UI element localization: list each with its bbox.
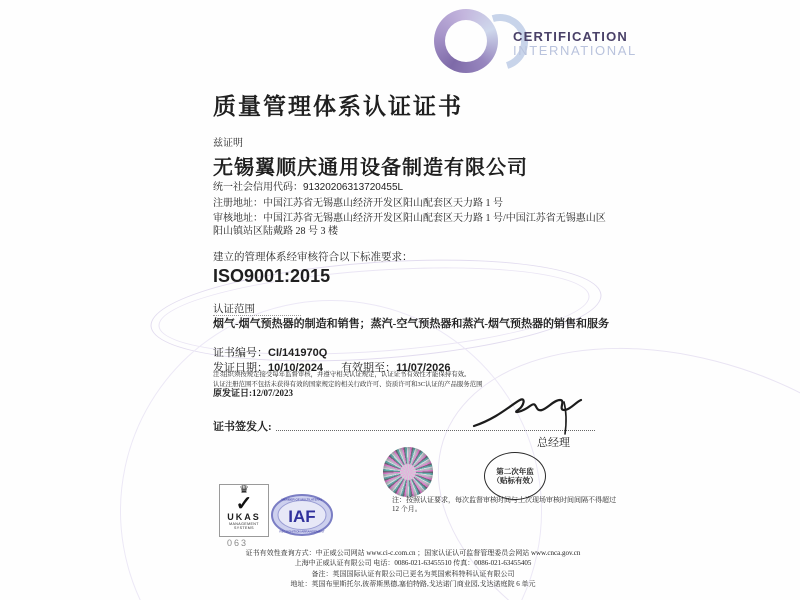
footer-line-3: 备注：英国国际认证有限公司已更名为英国索科特科认证有限公司	[311, 569, 515, 578]
signer-title: 总经理	[537, 437, 570, 449]
scope-label: 认证范围	[213, 304, 301, 316]
audit-address-label: 审核地址：	[213, 213, 263, 224]
footer-line-2: 上海中正威认证有限公司 电话：0086-021-63455510 传真：0086-021-63455405	[294, 559, 532, 568]
surveillance-note: 注：按照认证要求，每次监督审核时间与上次现场审核时间间隔不得超过 12 个月。	[392, 496, 616, 513]
expiry-label: 有效期至：	[341, 362, 397, 374]
logo-word-international: INTERNATIONAL	[513, 43, 637, 58]
surveillance-stamp	[484, 452, 546, 500]
condition-note-2: 认证注册范围不包括未获得有效的国家规定的相关行政许可、资质许可和3C认证的产品服务范围	[213, 381, 483, 388]
signature-image	[468, 388, 598, 441]
crown-icon: ♛	[239, 484, 249, 496]
standard-code: ISO9001:2015	[213, 266, 331, 286]
condition-note-1: 注:组织须按规定接受每年监督审核，并遵守相关认证规定，认证证书有效性才能保持有效。	[213, 371, 471, 378]
ukas-name: UKAS	[227, 512, 261, 522]
credit-code-label: 统一社会信用代码：	[213, 182, 303, 193]
signer-label: 证书签发人:	[213, 421, 272, 433]
stamp-line2: （贴标有效）	[492, 476, 538, 485]
credit-code-line	[213, 181, 403, 194]
cert-number-line	[213, 344, 327, 360]
certificate-title: 质量管理体系认证证书	[213, 94, 463, 119]
registered-address-value: 中国江苏省无锡惠山经济开发区阳山配套区天力路 1 号	[263, 198, 503, 209]
footer	[203, 548, 623, 590]
iaf-mark	[271, 494, 333, 541]
registered-address-label: 注册地址：	[213, 198, 263, 209]
logo-word-certification: CERTIFICATION	[513, 29, 629, 44]
issue-date-value: 10/10/2024	[268, 362, 324, 374]
iaf-top-text: MEMBER OF MULTILATERAL	[281, 497, 323, 502]
audit-address-line	[213, 212, 611, 238]
registered-address-line	[213, 197, 503, 210]
holographic-sticker-icon	[383, 447, 433, 497]
checkmark-icon: ✓	[235, 493, 253, 515]
standard-intro: 建立的管理体系经审核符合以下标准要求：	[213, 252, 413, 263]
footer-line-4: 地址：英国布里斯托尔,彼蒂斯黑德,塞伯特路,戈达诺门商业园,戈达诺庭院 6 单元	[290, 580, 536, 589]
company-name: 无锡翼顺庆通用设备制造有限公司	[213, 157, 528, 179]
audit-address-value: 中国江苏省无锡惠山经济开发区阳山配套区天力路 1 号/中国江苏省无锡惠山区阳山镇站区陆戴路 28 号 3 楼	[213, 213, 606, 237]
ukas-number: 063	[227, 538, 249, 548]
footer-line-1: 证书有效性查询方式：中正威公司网站 www.ci-c.com.cn ；国家认证认可监督管理委员会网站 www.cnca.gov.cn	[245, 549, 581, 557]
credit-code-value: 91320206313720455L	[303, 182, 404, 193]
expiry-value: 11/07/2026	[396, 362, 451, 374]
iaf-bottom-text: RECOGNITION ARRANGEMENT	[279, 529, 325, 534]
original-issue-date: 原发证日:12/07/2023	[213, 388, 293, 398]
cert-number-value: CI/141970Q	[268, 347, 328, 359]
iaf-name: IAF	[288, 507, 316, 526]
ukas-mark	[219, 484, 269, 537]
issue-date-label: 发证日期：	[213, 362, 268, 374]
stamp-line1: 第二次年监	[496, 466, 534, 476]
scope-text: 烟气-烟气预热器的制造和销售；蒸汽-空气预热器和蒸汽-烟气预热器的销售和服务	[213, 318, 609, 330]
cert-number-label: 证书编号：	[213, 347, 268, 359]
scope-label-line	[213, 301, 301, 316]
ukas-sub2: SYSTEMS	[234, 526, 254, 530]
ukas-sub1: MANAGEMENT	[229, 522, 259, 526]
certify-intro: 兹证明	[213, 138, 243, 149]
